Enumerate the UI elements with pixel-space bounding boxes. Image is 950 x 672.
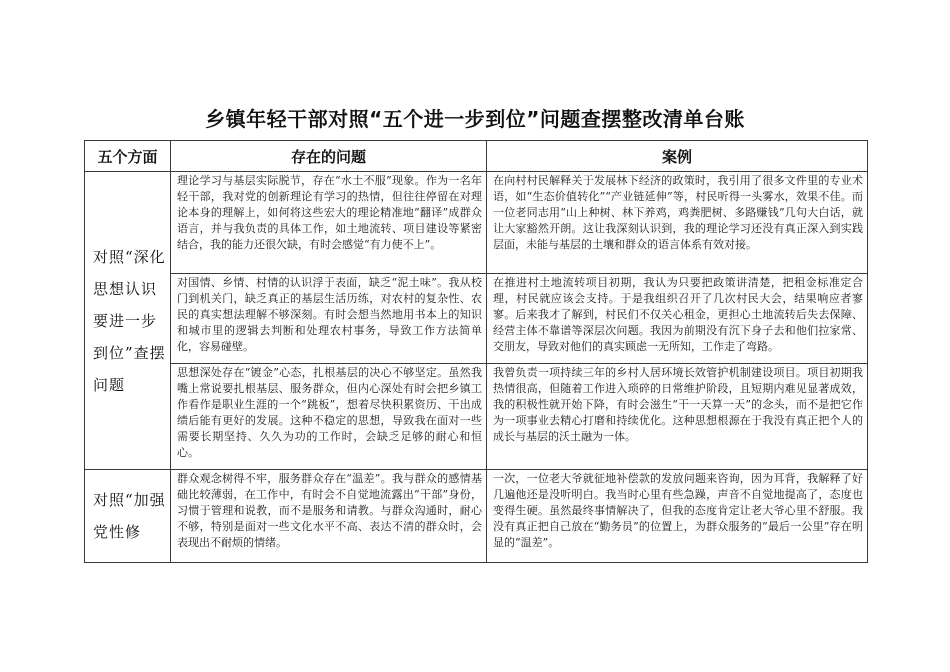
case-cell <box>487 364 868 470</box>
case-text: 在向村村民解释关于发展林下经济的政策时，我引用了很多文件里的专业术语，如“生态价值转化”“产业链延伸”等，村民听得一头雾水，效果不佳。而一位老同志用“山上种树、林下养鸡，鸡粪肥树、多路赚钱”几句大白话，就让大家豁然开朗。这让我深刻认识到，我的理论学习还没有真正深入到实践层面，未能与基层的土壤和群众的语言体系有效对接。 <box>493 174 863 251</box>
problem-text: 理论学习与基层实际脱节，存在“水土不服”现象。作为一名年轻干部，我对党的创新理论有学习的热情，但往往停留在对理论本身的理解上，如何将这些宏大的理论精准地“翻译”成群众语言，并与我负责的具体工作，如土地流转、项目建设等紧密结合，我的能力还很欠缺，有时会感觉“有力使不上”。 <box>177 174 482 251</box>
header-aspect: 五个方面 <box>85 141 171 172</box>
aspect-cell-2: 对照“加强党性修 <box>85 470 171 563</box>
table-row <box>85 172 868 274</box>
problem-text: 思想深处存在“镀金”心态，扎根基层的决心不够坚定。虽然我嘴上常说要扎根基层、服务群众，但内心深处有时会把乡镇工作看作是职业生涯的一个“跳板”，想着尽快积累资历、干出成绩后能有更好的发展。这种不稳定的思想，导致我在面对一些需要长期坚持、久久为功的工作时，会缺乏足够的耐心和恒心。 <box>177 366 482 459</box>
table-row <box>85 274 868 364</box>
header-case: 案例 <box>487 141 868 172</box>
table-row <box>85 364 868 470</box>
header-problem: 存在的问题 <box>171 141 487 172</box>
problem-text: 对国情、乡情、村情的认识浮于表面，缺乏“泥土味”。我从校门到机关门，缺乏真正的基层生活历练，对农村的复杂性、农民的真实想法理解不够深刻。有时会想当然地用书本上的知识和城市里的逻辑去判断和处理农村事务，导致工作方法简单化，容易碰壁。 <box>177 276 482 353</box>
rectification-ledger-table <box>84 140 868 563</box>
table-header-row <box>85 141 868 172</box>
case-cell <box>487 470 868 563</box>
case-text: 我曾负责一项持续三年的乡村人居环境长效管护机制建设项目。项目初期我热情很高，但随着工作进入琐碎的日常维护阶段，且短期内难见显著成效，我的积极性就开始下降，有时会滋生“干一天算一天”的念头，而不是把它作为一项事业去精心打磨和持续优化。这种思想根源在于我没有真正把个人的成长与基层的沃土融为一体。 <box>493 366 863 443</box>
problem-cell <box>171 274 487 364</box>
case-text: 一次，一位老大爷就征地补偿款的发放问题来咨询，因为耳背，我解释了好几遍他还是没听明白。我当时心里有些急躁，声音不自觉地提高了，态度也变得生硬。虽然最终事情解决了，但我的态度肯定让老大爷心里不舒服。我没有真正把自己放在“勤务员”的位置上，为群众服务的“最后一公里”存在明显的“温差”。 <box>493 472 863 549</box>
problem-cell <box>171 364 487 470</box>
problem-cell <box>171 470 487 563</box>
aspect-cell-1: 对照“深化思想认识要进一步到位”查摆问题 <box>85 172 171 470</box>
table-row <box>85 470 868 563</box>
problem-text: 群众观念树得不牢，服务群众存在“温差”。我与群众的感情基础比较薄弱，在工作中，有时会不自觉地流露出“干部”身份，习惯于管理和说教，而不是服务和请教。与群众沟通时，耐心不够，特别是面对一些文化水平不高、表达不清的群众时，会表现出不耐烦的情绪。 <box>177 472 482 549</box>
problem-cell <box>171 172 487 274</box>
case-text: 在推进村土地流转项目初期，我认为只要把政策讲清楚，把租金标准定合理，村民就应该会支持。于是我组织召开了几次村民大会，结果响应者寥寥。后来我才了解到，村民们不仅关心租金，更担心土地流转后失去保障、经营主体不靠谱等深层次问题。我因为前期没有沉下身子去和他们拉家常、交朋友，导致对他们的真实顾虑一无所知，工作走了弯路。 <box>493 276 863 353</box>
document-title: 乡镇年轻干部对照“五个进一步到位”问题查摆整改清单台账 <box>205 107 745 131</box>
case-cell <box>487 274 868 364</box>
case-cell <box>487 172 868 274</box>
